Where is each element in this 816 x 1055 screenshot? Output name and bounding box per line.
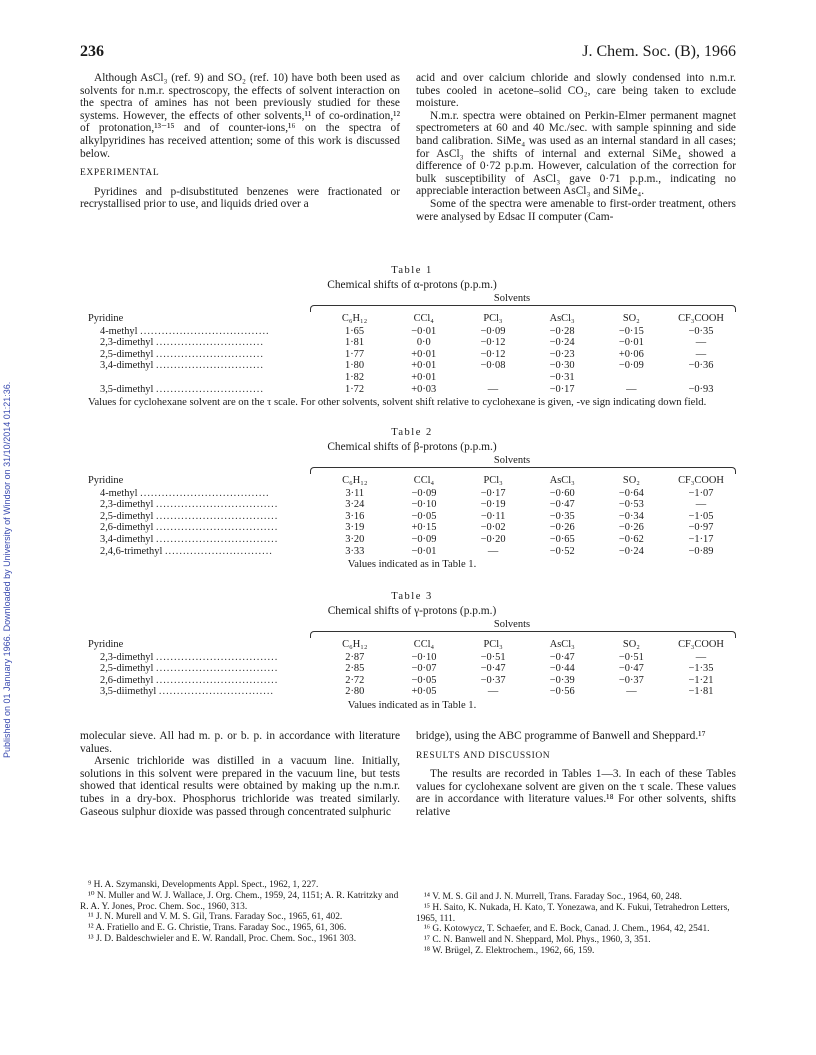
shift-value-cell: −0·53	[618, 499, 644, 511]
lower-right-paragraph-1: bridge), using the ABC programme of Banwell and Sheppard.¹⁷	[416, 730, 706, 742]
table-row	[88, 522, 736, 534]
table-row	[88, 337, 736, 349]
shift-value-cell: −0·09	[411, 487, 437, 499]
table-row	[88, 686, 736, 698]
shift-value-cell: −0·12	[480, 337, 506, 349]
right-paragraph-1: acid and over calcium chloride and slowly condensed into n.m.r. tubes cooled in acetone–solid CO₂, care being taken to exclude moisture.	[416, 72, 736, 110]
shift-value-cell: −0·23	[549, 348, 575, 360]
reference-18: ¹⁸ W. Brügel, Z. Elektrochem., 1962, 66, 159.	[424, 945, 595, 956]
table-header-row	[88, 313, 736, 326]
table-3-grid	[88, 639, 736, 698]
solvent-column-header: SO₂	[622, 313, 640, 324]
leader-dots: ....................................	[140, 487, 270, 499]
reference-9: ⁹ H. A. Szymanski, Developments Appl. Spect., 1962, 1, 227.	[88, 880, 319, 890]
solvent-column-header: SO₂	[622, 475, 640, 486]
shift-value-cell: +0·01	[411, 371, 437, 383]
shift-value-cell: −0·47	[480, 663, 506, 675]
compound-name-cell	[88, 326, 320, 338]
table-2-solvents-header	[88, 455, 736, 475]
table-1-grid	[88, 313, 736, 395]
table-3-solvents-header	[88, 619, 736, 639]
shift-value-cell: 1·72	[345, 383, 365, 395]
shift-value-cell: 3·11	[345, 487, 365, 499]
shift-value-cell: −0·31	[549, 371, 575, 383]
table-row	[88, 499, 736, 511]
shift-value-cell: +0·01	[411, 348, 437, 360]
page-header	[80, 43, 736, 65]
shift-value-cell: −0·52	[549, 545, 575, 557]
lower-right-column	[416, 730, 736, 819]
shift-value-cell: −0·24	[549, 337, 575, 349]
shift-value-cell: +0·05	[411, 686, 437, 698]
solvents-brace	[310, 631, 736, 638]
solvents-brace	[310, 467, 736, 474]
shift-value-cell: −0·24	[618, 545, 644, 557]
compound-name: 2,3-dimethyl	[100, 337, 154, 349]
solvent-column-header: AsCl₃	[549, 639, 575, 650]
table-row	[88, 652, 736, 664]
shift-value-cell: −0·56	[549, 686, 575, 698]
shift-value-cell: −0·11	[480, 510, 506, 522]
shift-value-cell	[458, 372, 527, 384]
shift-value-cell: −0·26	[549, 522, 575, 534]
lower-left-paragraph-1: molecular sieve. All had m. p. or b. p. in accordance with literature values.	[80, 730, 400, 755]
shift-value-cell: −0·37	[480, 674, 506, 686]
table-3-note: Values indicated as in Table 1.	[347, 699, 477, 711]
pyridine-column-header: Pyridine	[88, 313, 124, 324]
leader-dots: ....................................	[140, 325, 270, 337]
table-row	[88, 511, 736, 523]
compound-name-cell	[88, 675, 320, 687]
experimental-paragraph: Pyridines and p-disubstituted benzenes were fractionated or recrystallised prior to use, and liquids dried over a	[80, 185, 400, 211]
solvent-column-header: AsCl₃	[549, 313, 575, 324]
table-header-row	[88, 639, 736, 652]
shift-value-cell: 3·16	[345, 510, 365, 522]
shift-value-cell: −0·51	[480, 651, 506, 663]
shift-value-cell: −0·01	[411, 325, 437, 337]
compound-name: 3,4-dimethyl	[100, 360, 154, 372]
shift-value-cell: −0·20	[480, 533, 506, 545]
results-heading: RESULTS AND DISCUSSION	[416, 750, 551, 761]
reference-13: ¹³ J. D. Baldeschwieler and E. W. Randall, Proc. Chem. Soc., 1961 303.	[88, 933, 357, 944]
references-left	[80, 880, 400, 945]
leader-dots: ..............................	[156, 383, 264, 395]
shift-value-cell: −0·36	[688, 360, 714, 372]
compound-name: 2,5-dimethyl	[100, 663, 154, 675]
compound-name-cell	[88, 511, 320, 523]
shift-value-cell: —	[695, 348, 707, 360]
shift-value-cell: −0·97	[688, 522, 714, 534]
shift-value-cell: −1·17	[688, 533, 714, 545]
solvents-label: Solvents	[493, 293, 531, 304]
shift-value-cell: −0·08	[480, 360, 506, 372]
shift-value-cell: −0·51	[618, 651, 644, 663]
shift-value-cell: −0·60	[549, 487, 575, 499]
table-row	[88, 663, 736, 675]
compound-name: 2,4,6-trimethyl	[100, 545, 163, 557]
shift-value-cell: +0·15	[411, 522, 437, 534]
solvent-column-header: PCl₃	[483, 639, 503, 650]
shift-value-cell: −0·93	[688, 383, 714, 395]
table-row	[88, 349, 736, 361]
shift-value-cell: −0·35	[549, 510, 575, 522]
table-1-subtitle: Chemical shifts of α-protons (p.p.m.)	[327, 279, 497, 291]
shift-value-cell: 3·19	[345, 522, 365, 534]
shift-value-cell	[666, 372, 736, 384]
table-2-note: Values indicated as in Table 1.	[347, 559, 477, 571]
table-1-title: Table 1	[391, 265, 433, 276]
right-paragraph-2: N.m.r. spectra were obtained on Perkin-Elmer permanent magnet spectrometers at 60 and 40 Mc./sec. with sample spinning and side band calibration. SiMe₄ was used as an internal standard in all cases; for AsCl₃ the shifts of internal and external SiMe₄ showed a difference of 0·72 p.p.m. However, calculation of the correction for bulk susceptibility of AsCl₃ gave 0·71 p.p.m., indicating no appreciable interaction between AsCl₃ and SiMe₄.	[416, 109, 736, 198]
shift-value-cell: 2·85	[345, 663, 365, 675]
compound-name-cell	[88, 652, 320, 664]
table-1	[88, 264, 736, 409]
table-3	[88, 590, 736, 712]
solvent-column-header: PCl₃	[483, 475, 503, 486]
shift-value-cell: −0·10	[411, 651, 437, 663]
shift-value-cell: —	[487, 383, 499, 395]
shift-value-cell: 3·24	[345, 499, 365, 511]
shift-value-cell: −0·17	[480, 487, 506, 499]
compound-name: 3,4-dimethyl	[100, 533, 154, 545]
compound-name-cell	[88, 488, 320, 500]
compound-name-cell	[88, 686, 320, 698]
reference-15: ¹⁵ H. Saito, K. Nukada, H. Kato, T. Yonezawa, and K. Fukui, Tetrahedron Letters, 1965, 111.	[416, 902, 730, 924]
shift-value-cell: −0·26	[618, 522, 644, 534]
table-row	[88, 360, 736, 372]
solvent-column-header: CF₃COOH	[678, 639, 724, 650]
shift-value-cell: −0·12	[480, 348, 506, 360]
shift-value-cell: —	[695, 651, 707, 663]
compound-name: 3,5-dimethyl	[100, 383, 154, 395]
shift-value-cell: —	[626, 686, 637, 698]
compound-name-cell	[88, 337, 320, 349]
leader-dots: ..................................	[156, 510, 279, 522]
reference-11: ¹¹ J. N. Murell and V. M. S. Gil, Trans. Faraday Soc., 1965, 61, 402.	[88, 912, 343, 923]
shift-value-cell: −0·30	[549, 360, 575, 372]
shift-value-cell: −0·09	[618, 360, 644, 372]
shift-value-cell: −0·35	[688, 325, 714, 337]
shift-value-cell: —	[626, 383, 637, 395]
shift-value-cell: −0·19	[480, 499, 506, 511]
shift-value-cell: −1·81	[688, 686, 714, 698]
table-row	[88, 384, 736, 396]
shift-value-cell: —	[487, 686, 499, 698]
solvent-column-header: C₆H₁₂	[342, 475, 368, 486]
lower-left-column	[80, 730, 400, 818]
pyridine-column-header: Pyridine	[88, 639, 124, 650]
solvents-label: Solvents	[493, 619, 531, 630]
solvent-column-header: CCl₄	[413, 475, 435, 486]
shift-value-cell: −0·09	[480, 325, 506, 337]
solvent-column-header: SO₂	[622, 639, 640, 650]
reference-17: ¹⁷ C. N. Banwell and N. Sheppard, Mol. Phys., 1960, 3, 351.	[424, 935, 651, 946]
shift-value-cell: −0·01	[618, 337, 644, 349]
shift-value-cell: −0·09	[411, 533, 437, 545]
compound-name-cell	[88, 663, 320, 675]
references-right	[416, 892, 736, 957]
shift-value-cell: −0·05	[411, 674, 437, 686]
solvents-label: Solvents	[493, 455, 531, 466]
table-1-solvents-header	[88, 293, 736, 313]
shift-value-cell: −0·44	[549, 663, 575, 675]
table-row	[88, 372, 736, 384]
shift-value-cell: −0·01	[411, 545, 437, 557]
shift-value-cell: −1·05	[688, 510, 714, 522]
journal-title: J. Chem. Soc. (B), 1966	[582, 43, 736, 60]
shift-value-cell: −0·28	[549, 325, 575, 337]
leader-dots: ..................................	[156, 522, 279, 534]
solvent-column-header: C₆H₁₂	[341, 313, 368, 324]
shift-value-cell: 2·80	[345, 686, 365, 698]
compound-name: 4-methyl	[100, 487, 138, 499]
leader-dots: ................................	[158, 686, 275, 698]
compound-name-cell	[88, 499, 320, 511]
compound-name: 3,5-diimethyl	[100, 686, 157, 698]
upper-right-column	[416, 72, 736, 223]
solvent-column-header: PCl₃	[483, 313, 503, 324]
compound-name: 2,3-dimethyl	[100, 499, 154, 511]
shift-value-cell: −0·17	[549, 383, 575, 395]
solvent-column-header: CCl₄	[413, 639, 435, 650]
table-row	[88, 488, 736, 500]
leader-dots: ..................................	[156, 663, 279, 675]
shift-value-cell: −0·47	[549, 499, 575, 511]
leader-dots: ..................................	[156, 674, 279, 686]
reference-12: ¹² A. Fratiello and E. G. Christie, Trans. Faraday Soc., 1965, 61, 306.	[88, 923, 347, 934]
reference-10: ¹⁰ N. Muller and W. J. Wallace, J. Org. Chem., 1959, 24, 1151; A. R. Katritzky and R. A. Y. Jones, Proc. Chem. Soc., 1960, 313.	[80, 890, 399, 912]
shift-value-cell: −0·47	[618, 663, 644, 675]
compound-name: 2,3-dimethyl	[100, 651, 154, 663]
shift-value-cell: −0·65	[549, 533, 575, 545]
shift-value-cell: −0·64	[618, 487, 644, 499]
table-row	[88, 546, 736, 558]
leader-dots: ..................................	[156, 533, 279, 545]
table-1-note: Values for cyclohexane solvent are on the τ scale. For other solvents, solvent shift relative to cyclohexane is given, -ve sign indicating down field.	[88, 397, 707, 409]
download-watermark: Published on 01 January 1966. Downloaded by University of Windsor on 31/10/2014 01:21:36.	[2, 381, 12, 759]
shift-value-cell: 1·80	[345, 360, 365, 372]
shift-value-cell: 3·20	[345, 533, 365, 545]
solvent-column-header: CCl₄	[413, 313, 434, 324]
leader-dots: ..................................	[156, 499, 279, 511]
solvent-column-header: AsCl₃	[549, 475, 575, 486]
right-paragraph-3: Some of the spectra were amenable to first-order treatment, others were analysed by Edsac II computer (Cam-	[416, 197, 736, 223]
table-row	[88, 675, 736, 687]
table-3-title: Table 3	[391, 591, 433, 602]
solvent-column-header: C₆H₁₂	[342, 639, 368, 650]
compound-name-cell	[88, 546, 320, 558]
table-header-row	[88, 475, 736, 488]
leader-dots: ..................................	[156, 651, 279, 663]
compound-name-cell	[88, 360, 320, 372]
compound-name: 2,6-dimethyl	[100, 674, 154, 686]
solvent-column-header: CF₃COOH	[678, 475, 724, 486]
shift-value-cell: −0·02	[480, 522, 506, 534]
shift-value-cell: −0·07	[411, 663, 437, 675]
table-2-subtitle: Chemical shifts of β-protons (p.p.m.)	[327, 441, 497, 453]
shift-value-cell: −0·89	[688, 545, 714, 557]
shift-value-cell	[597, 372, 666, 384]
shift-value-cell: −0·37	[618, 674, 644, 686]
shift-value-cell: −0·10	[411, 499, 437, 511]
shift-value-cell: −1·21	[688, 674, 714, 686]
compound-name-cell	[88, 522, 320, 534]
shift-value-cell: 0·0	[416, 337, 431, 349]
solvents-brace	[310, 305, 736, 312]
compound-name: 2,5-dimethyl	[100, 510, 154, 522]
leader-dots: ..............................	[156, 348, 264, 360]
leader-dots: ..............................	[156, 337, 264, 349]
compound-name: 2,6-dimethyl	[100, 522, 154, 534]
shift-value-cell: +0·03	[411, 383, 437, 395]
table-row	[88, 326, 736, 338]
table-2	[88, 426, 736, 571]
pyridine-column-header: Pyridine	[88, 475, 124, 486]
shift-value-cell: +0·01	[411, 360, 437, 372]
compound-name: 4-methyl	[100, 325, 138, 337]
experimental-heading: EXPERIMENTAL	[80, 168, 160, 179]
solvent-column-header: CF₃COOH	[678, 313, 724, 324]
shift-value-cell: 1·81	[345, 337, 365, 349]
table-row	[88, 534, 736, 546]
shift-value-cell: —	[695, 499, 707, 511]
compound-name-cell	[88, 349, 320, 361]
shift-value-cell: 1·77	[345, 348, 365, 360]
shift-value-cell: —	[695, 337, 707, 349]
shift-value-cell: 2·72	[345, 674, 365, 686]
leader-dots: ..............................	[164, 545, 273, 557]
reference-14: ¹⁴ V. M. S. Gil and J. N. Murrell, Trans. Faraday Soc., 1964, 60, 248.	[424, 892, 682, 902]
upper-left-column	[80, 72, 400, 211]
page-number: 236	[80, 43, 104, 60]
shift-value-cell: −0·34	[618, 510, 644, 522]
table-3-subtitle: Chemical shifts of γ-protons (p.p.m.)	[327, 605, 497, 617]
table-2-grid	[88, 475, 736, 557]
compound-name-cell	[88, 534, 320, 546]
shift-value-cell: −0·62	[618, 533, 644, 545]
lower-left-paragraph-2: Arsenic trichloride was distilled in a vacuum line. Initially, solutions in this solvent were prepared in the vacuum line, but tests showed that identical results were obtained by making up the n.m.r. tubes in a dry-box. Phosphorus trichloride was treated similarly. Gaseous sulphur dioxide was passed through concentrated sulphuric	[80, 755, 400, 818]
shift-value-cell: 1·82	[345, 371, 365, 383]
compound-name-cell	[88, 372, 320, 384]
table-2-title: Table 2	[391, 427, 433, 438]
shift-value-cell: 3·33	[345, 545, 365, 557]
shift-value-cell: −0·47	[549, 651, 575, 663]
shift-value-cell: +0·06	[618, 348, 644, 360]
shift-value-cell: −0·15	[618, 325, 644, 337]
shift-value-cell: −1·07	[688, 487, 714, 499]
shift-value-cell: −0·05	[411, 510, 437, 522]
shift-value-cell: 1·65	[345, 325, 365, 337]
intro-paragraph: Although AsCl₃ (ref. 9) and SO₂ (ref. 10) have both been used as solvents for n.m.r. spectroscopy, the effects of solvent interaction on the spectra of amines has not been previously studied for these systems. However, the effects of other solvents,¹¹ of co-ordination,¹² of protonation,¹³⁻¹⁵ and of counter-ions,¹⁶ on the spectra of alkylpyridines has received attention; some of this work is discussed below.	[80, 72, 400, 160]
shift-value-cell: −1·35	[688, 663, 714, 675]
shift-value-cell: 2·87	[345, 651, 365, 663]
leader-dots: ..............................	[156, 360, 264, 372]
shift-value-cell: −0·39	[549, 674, 575, 686]
shift-value-cell: —	[487, 545, 499, 557]
compound-name: 2,5-dimethyl	[100, 348, 154, 360]
reference-16: ¹⁶ G. Kotowycz, T. Schaefer, and E. Bock, Canad. J. Chem., 1964, 42, 2541.	[424, 924, 710, 935]
lower-right-paragraph-2: The results are recorded in Tables 1—3. In each of these Tables values for cyclohexane solvent are given on the τ scale. These values are in accordance with literature values.¹⁸ For other solvents, shifts relative	[416, 768, 736, 818]
compound-name-cell	[88, 384, 320, 396]
